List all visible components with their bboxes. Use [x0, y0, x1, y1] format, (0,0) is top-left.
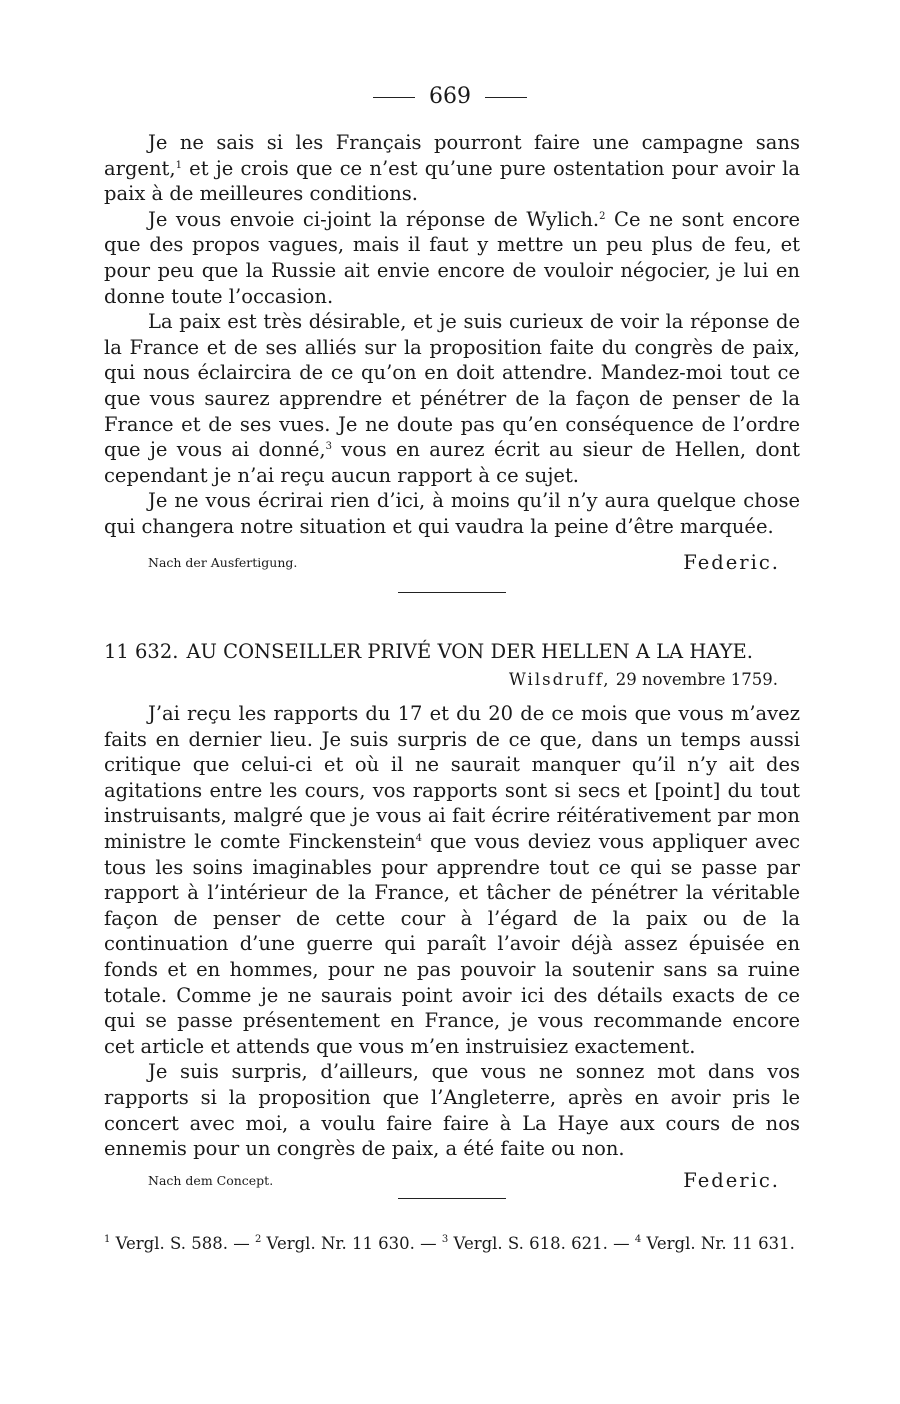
- paragraph: J’ai reçu les rapports du 17 et du 20 de ce mois que vous m’avez faits en dernier lieu. Je suis surpris de ce que, dans un temps aussi critique que celui-ci et où il ne saurait manquer qu’il n’y ait des agitations entre les cours, vos rapports sont si secs et [point] du tout instruisants, malgré que je vous ai fait écrire réitérativement par mon ministre le comte Finckenstein$^4$ que vous deviez vous appliquer avec tous les soins imaginables pour apprendre tout ce qui se passe par rapport à l’intérieur de la France, et tâcher de pénétrer la véritable façon de penser de cette cour à l’égard de la paix ou de la continuation d’une guerre qui paraît l’avoir déjà assez épuisée en fonds et en hommes, pour ne pas pouvoir la soutenir sans sa ruine totale. Comme je ne saurais point avoir ici des détails exacts de ce qui se passe présentement en France, je vous recommande encore cet article et attends que vous m’en instruisiez exactement.: [104, 702, 801, 1058]
- footnote-mark: 1: [104, 1234, 111, 1245]
- section-divider: [398, 592, 506, 593]
- footnote-mark: 3: [441, 1234, 449, 1245]
- header-dash-right: [485, 97, 527, 98]
- footnote-mark: 2: [254, 1234, 262, 1245]
- letter-number: 11 632.: [104, 640, 179, 663]
- paragraph: Je ne sais si les Français pourront faire une campagne sans argent,$^1$ et je crois que ce n’est qu’une pure ostentation pour avoir la paix à de meilleures conditions.: [104, 131, 800, 206]
- letter-heading: [104, 640, 804, 663]
- dateline-date: 29 novembre 1759.: [615, 670, 778, 689]
- letter-2-closing: [148, 1162, 780, 1192]
- letter-title: AU CONSEILLER PRIVÉ VON DER HELLEN A LA HAYE.: [186, 640, 753, 663]
- footnote-ref: 1: [175, 159, 182, 171]
- source-note: Nach der Ausfertigung.: [148, 555, 298, 570]
- letter-2-body: [104, 701, 800, 1162]
- footnote-text: Vergl. S. 588. —: [110, 1234, 255, 1253]
- signature: Federic.: [683, 551, 780, 574]
- page-number: 669: [429, 84, 471, 109]
- footnote-ref: 4: [415, 832, 423, 844]
- header-dash-left: [373, 97, 415, 98]
- footnote-text: Vergl. S. 618. 621. —: [448, 1234, 635, 1253]
- source-note: Nach dem Concept.: [148, 1173, 274, 1188]
- paragraph: Je suis surpris, d’ailleurs, que vous ne sonnez mot dans vos rapports si la proposition que l’Angleterre, après en avoir pris le concert avec moi, a voulu faire faire à La Haye aux cours de nos ennemis pour un congrès de paix, a été faite ou non.: [104, 1060, 800, 1161]
- footnotes: [104, 1232, 800, 1256]
- letter-1-closing: [148, 544, 780, 574]
- page-header: [0, 84, 900, 109]
- letter-1-body: [104, 130, 800, 540]
- footnote-ref: 2: [599, 210, 606, 222]
- footnote-text: Vergl. Nr. 11 630. —: [261, 1234, 442, 1253]
- paragraph: Je ne vous écrirai rien d’ici, à moins qu’il n’y aura quelque chose qui changera notre situation et qui vaudra la peine d’être marquée.: [104, 489, 800, 538]
- paragraph: La paix est très désirable, et je suis curieux de voir la réponse de la France et de ses alliés sur la proposition faite du congrès de paix, qui nous éclaircira de ce qu’on en doit attendre. Mandez-moi tout ce que vous saurez apprendre et pénétrer de la façon de penser de la France et de ses vues. Je ne doute pas qu’en conséquence de l’ordre que je vous ai donné,$^3$ vous en aurez écrit au sieur de Hellen, dont cependant je n’ai reçu aucun rapport à ce sujet.: [104, 310, 800, 487]
- footnote-ref: 3: [325, 441, 332, 453]
- dateline: [509, 670, 778, 689]
- dateline-place: Wilsdruff,: [508, 670, 611, 689]
- signature: Federic.: [683, 1169, 780, 1192]
- footnote-mark: 4: [634, 1234, 642, 1245]
- footnote-text: Vergl. Nr. 11 631.: [641, 1234, 795, 1253]
- section-divider: [398, 1198, 506, 1199]
- paragraph: Je vous envoie ci-joint la réponse de Wylich.$^2$ Ce ne sont encore que des propos vagues, mais il faut y mettre un peu plus de feu, et pour peu que la Russie ait envie encore de vouloir négocier, je lui en donne toute l’occasion.: [104, 207, 800, 308]
